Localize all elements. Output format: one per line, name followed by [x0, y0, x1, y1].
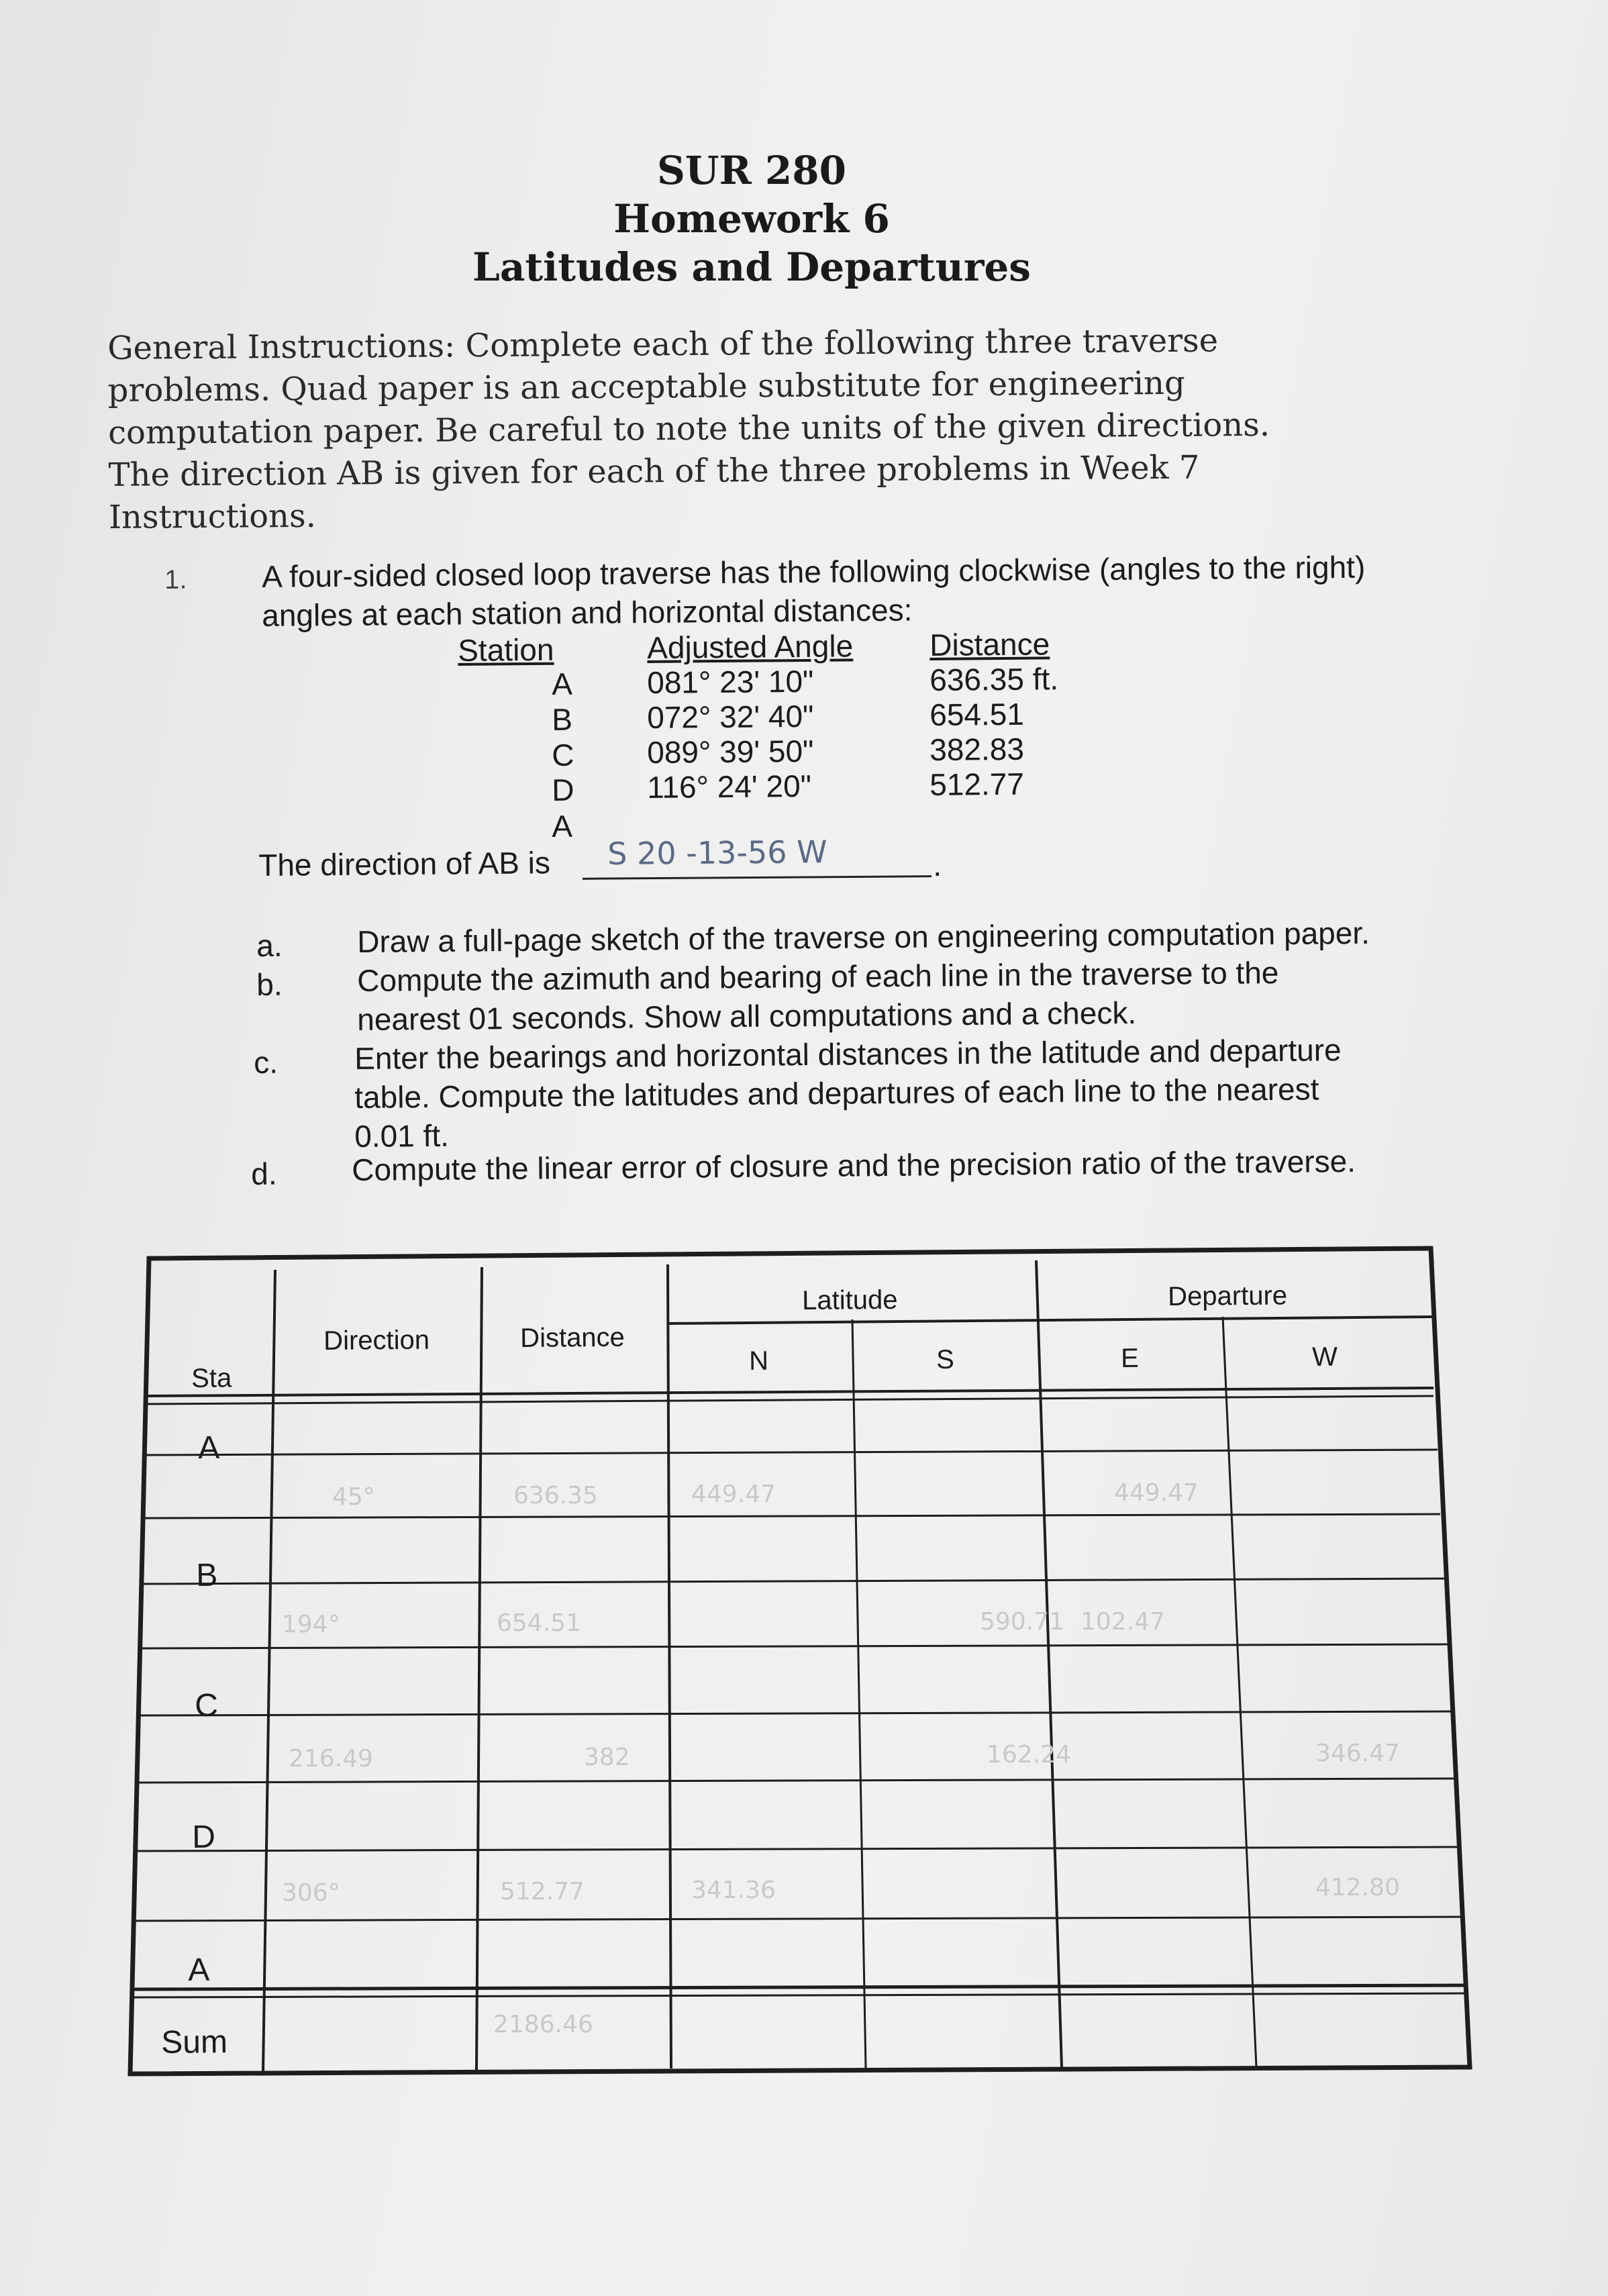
instruction-line: problems. Quad paper is an acceptable substitute for engineering — [107, 364, 1185, 409]
faint-mark: 382 — [584, 1744, 630, 1771]
w-header: W — [1312, 1342, 1338, 1372]
direction-answer: S 20 -13-56 W — [607, 834, 827, 872]
problem-number: 1. — [164, 564, 187, 595]
direction-period: . — [933, 847, 942, 883]
distance-cell: 512.77 — [929, 766, 1025, 802]
distance-header: Distance — [929, 626, 1050, 662]
faint-mark: 449.47 — [1114, 1479, 1199, 1507]
faint-mark: 162.24 — [987, 1741, 1071, 1768]
faint-mark: 194° — [282, 1611, 340, 1638]
task-line: nearest 01 seconds. Show all computations and a check. — [357, 995, 1137, 1037]
faint-mark: 102.47 — [1081, 1608, 1165, 1636]
course-title: SUR 280 — [657, 148, 846, 193]
faint-mark: 341.36 — [691, 1877, 776, 1904]
task-line: Compute the azimuth and bearing of each line in the traverse to the — [357, 955, 1279, 998]
angle-cell: 072° 32' 40" — [647, 698, 814, 735]
s-header: S — [936, 1344, 955, 1375]
station-cell: B — [552, 701, 573, 737]
table-station-label: A — [188, 1952, 210, 1988]
faint-mark: 45° — [332, 1483, 375, 1511]
faint-mark: 346.47 — [1315, 1740, 1400, 1767]
task-letter: a. — [256, 928, 283, 963]
faint-mark: 306° — [282, 1879, 340, 1907]
distance-cell: 382.83 — [929, 731, 1025, 767]
table-station-label: B — [196, 1557, 218, 1593]
faint-mark: 590.71 — [980, 1608, 1064, 1636]
angle-header: Adjusted Angle — [647, 628, 854, 665]
distance-cell: 636.35 ft. — [929, 661, 1059, 697]
sta-header: Sta — [191, 1363, 232, 1393]
station-cell: A — [552, 666, 573, 701]
task-letter: c. — [254, 1044, 279, 1080]
sum-label: Sum — [161, 2024, 228, 2060]
departure-header: Departure — [1168, 1281, 1288, 1311]
homework-title: Homework 6 — [613, 196, 890, 242]
instruction-line: The direction AB is given for each of the three problems in Week 7 — [108, 448, 1200, 494]
faint-mark: 654.51 — [497, 1609, 581, 1637]
instruction-line: computation paper. Be careful to note the units of the given directions. — [107, 405, 1270, 452]
table-station-label: D — [192, 1819, 216, 1855]
faint-mark: 216.49 — [289, 1745, 373, 1773]
task-line: 0.01 ft. — [354, 1117, 450, 1154]
angle-cell: 089° 39' 50" — [647, 733, 814, 770]
task-line: Draw a full-page sketch of the traverse on engineering computation paper. — [357, 915, 1370, 959]
faint-mark: 412.80 — [1315, 1874, 1400, 1901]
task-letter: d. — [251, 1156, 277, 1191]
angle-cell: 116° 24' 20" — [647, 768, 812, 805]
task-line: Enter the bearings and horizontal distances in the latitude and departure — [354, 1032, 1342, 1076]
faint-mark: 449.47 — [691, 1481, 776, 1508]
task-letter: b. — [256, 966, 283, 1002]
task-line: Compute the linear error of closure and the precision ratio of the traverse. — [352, 1143, 1356, 1187]
task-line: table. Compute the latitudes and departures of each line to the nearest — [354, 1071, 1319, 1115]
faint-mark: 2186.46 — [493, 2011, 593, 2038]
distance-col-header: Distance — [520, 1322, 625, 1353]
station-cell: A — [552, 808, 573, 844]
faint-mark: 512.77 — [500, 1878, 585, 1905]
latitude-header: Latitude — [802, 1285, 898, 1315]
table-station-label: C — [195, 1687, 219, 1724]
angle-cell: 081° 23' 10" — [647, 663, 814, 700]
distance-cell: 654.51 — [929, 696, 1025, 732]
faint-mark: 636.35 — [513, 1482, 598, 1509]
table-station-label: A — [198, 1430, 220, 1466]
e-header: E — [1121, 1343, 1140, 1373]
topic-title: Latitudes and Departures — [472, 244, 1031, 290]
n-header: N — [749, 1346, 769, 1376]
station-cell: D — [552, 772, 574, 807]
station-cell: C — [552, 737, 574, 772]
problem-statement-line: A four-sided closed loop traverse has the following clockwise (angles to the right) — [262, 549, 1366, 594]
station-header: Station — [458, 632, 554, 668]
instruction-line: General Instructions: Complete each of the following three traverse — [107, 321, 1219, 367]
problem-statement-line: angles at each station and horizontal distances: — [262, 592, 913, 633]
instruction-line: Instructions. — [108, 497, 317, 536]
direction-label: The direction of AB is — [258, 845, 551, 883]
direction-col-header: Direction — [323, 1325, 430, 1356]
